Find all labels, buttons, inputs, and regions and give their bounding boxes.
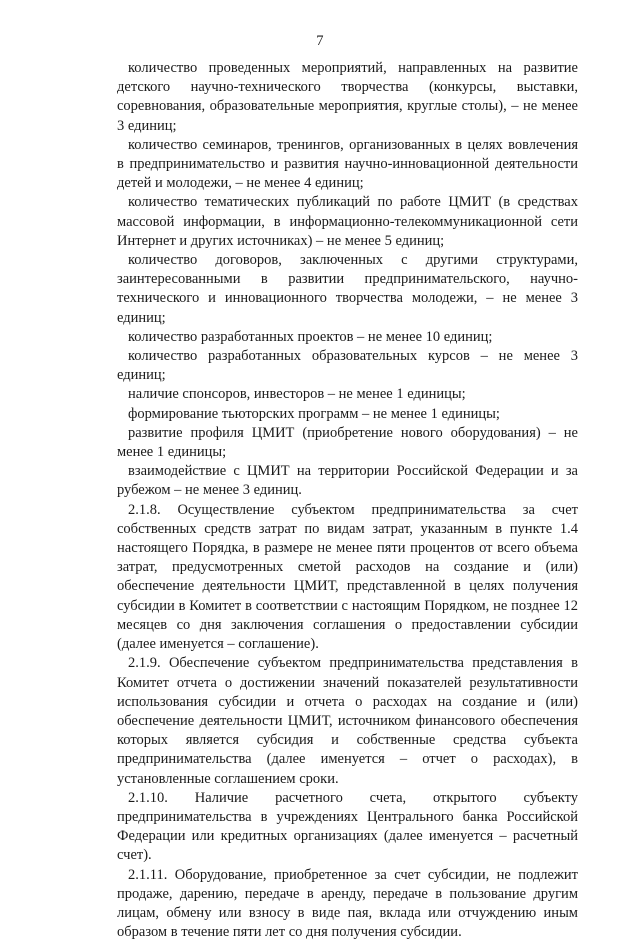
paragraph-clause-2-1-9: 2.1.9. Обеспечение субъектом предпринимательства представления в Комитет отчета о достижении значений показателей результативности использования субсидии и отчета о расходах на создание и (или) обеспечение деятельности ЦМИТ, источником финансового обеспечения которых является субсидия и собственные средства субъекта предпринимательства (далее именуется – отчет о расходах), в установленные соглашением сроки. xyxy=(117,655,578,787)
paragraph-clause-2-1-8: 2.1.8. Осуществление субъектом предпринимательства за счет собственных средств затрат по видам затрат, указанным в пункте 1.4 настоящего Порядка, в размере не менее пяти процентов от всего объема затрат, предусмотренных сметой расходов на создание и (или) обеспечение деятельности ЦМИТ, представленной в целях получения субсидии в Комитет в соответствии с настоящим Порядком, не позднее 12 месяцев со дня заключения соглашения о предоставлении субсидии (далее именуется – соглашение). xyxy=(117,501,578,653)
paragraph-clause-2-1-10: 2.1.10. Наличие расчетного счета, открытого субъекту предпринимательства в учреждениях Центрального банка Российской Федерации или кредитных организациях (далее именуется – расчетный счет). xyxy=(117,789,578,864)
paragraph-tutor-programs: формирование тьюторских программ – не менее 1 единицы; xyxy=(128,405,500,422)
paragraph-projects-count: количество разработанных проектов – не менее 10 единиц; xyxy=(128,328,493,345)
paragraph-profile-development: развитие профиля ЦМИТ (приобретение нового оборудования) – не менее 1 единицы; xyxy=(117,424,578,461)
paragraph-clause-2-1-11: 2.1.11. Оборудование, приобретенное за счет субсидии, не подлежит продаже, дарению, передаче в аренду, передаче в пользование другим лицам, обмену или взносу в виде пая, вклада или отчуждению иным образом в течение пяти лет со дня получения субсидии. xyxy=(117,866,578,941)
paragraph-publications-count: количество тематических публикаций по работе ЦМИТ (в средствах массовой информации, в информационно-телекоммуникационной сети Интернет и других источниках) – не менее 5 единиц; xyxy=(117,194,578,249)
page-number: 7 xyxy=(316,33,324,49)
paragraph-contracts-count: количество договоров, заключенных с другими структурами, заинтересованными в развитии предпринимательского, научно-технического и инновационного творчества молодежи, – не менее 3 единиц; xyxy=(117,252,578,326)
paragraph-sponsors: наличие спонсоров, инвесторов – не менее 1 единицы; xyxy=(128,386,466,403)
paragraph-interaction: взаимодействие с ЦМИТ на территории Российской Федерации и за рубежом – не менее 3 единиц. xyxy=(117,463,578,499)
paragraph-seminars-count: количество семинаров, тренингов, организованных в целях вовлечения в предпринимательство и развития научно-инновационной деятельности детей и молодежи, – не менее 4 единиц; xyxy=(117,136,578,192)
paragraph-courses-count: количество разработанных образовательных курсов – не менее 3 единиц; xyxy=(117,348,578,384)
paragraph-events-count: количество проведенных мероприятий, направленных на развитие детского научно-технического творчества (конкурсы, выставки, соревнования, образовательные мероприятия, круглые столы), – не менее 3 единиц; xyxy=(117,60,578,134)
document-body xyxy=(117,59,578,942)
